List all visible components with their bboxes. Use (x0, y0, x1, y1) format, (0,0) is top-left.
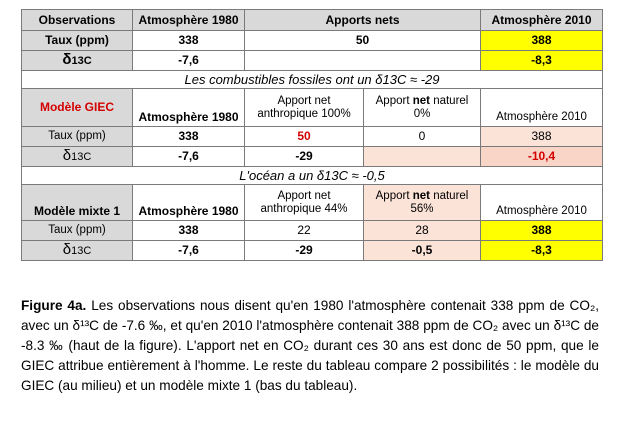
obs-d13c-1980: -7,6 (133, 51, 245, 71)
giec-taux-anthro: 50 (245, 127, 364, 147)
obs-taux-1980: 338 (133, 31, 245, 51)
mixte-natural-suffix: naturel (433, 189, 469, 202)
note-fossil-fuels: Les combustibles fossiles ont un δ13C ≈ -29 (22, 71, 603, 89)
mixte-title: Modèle mixte 1 (22, 185, 133, 221)
giec-d13c-row (22, 147, 603, 167)
mixte-anthro-header (245, 185, 364, 221)
note-ocean: L'océan a un δ13C ≈ -0,5 (22, 167, 603, 185)
giec-header-row (22, 89, 603, 127)
giec-natural-pct: 0% (413, 107, 431, 120)
obs-d13c-2010: -8,3 (481, 51, 603, 71)
mixte-natural-pct: 56% (410, 202, 434, 215)
obs-taux-apports: 50 (245, 31, 481, 51)
mixte-atm1980-header: Atmosphère 1980 (133, 185, 245, 221)
mixte-header-row (22, 185, 603, 221)
giec-atm1980-header: Atmosphère 1980 (133, 89, 245, 127)
mixte-anthro-header-line2: anthropique 44% (260, 202, 348, 215)
figure-label: Figure 4a. (21, 298, 87, 313)
giec-anthro-header-line2: anthropique 100% (257, 107, 351, 120)
caption-text: Les observations nous disent qu'en 1980 l'atmosphère contenait 338 ppm de CO₂, avec un δ¹³C de -7.6 ‰, et qu'en 2010 l'atmosphère contenait 388 ppm de CO₂ avec un δ¹³C de -8.3 ‰ (haut de la figure). L'apport net en CO₂ durant ces 30 ans est donc de 50 ppm, que le GIEC attribue entièrement à l'homme. Le reste du tableau compare 2 possibilités : le modèle du GIEC (au milieu) et un modèle mixte 1 (bas du tableau). (21, 298, 599, 393)
obs-atm1980-header: Atmosphère 1980 (133, 10, 245, 31)
obs-d13c-label-text: 13C (71, 55, 92, 67)
giec-natural-bold: net (412, 94, 430, 107)
giec-taux-2010: 388 (481, 127, 603, 147)
mixte-natural-header (364, 185, 481, 221)
mixte-d13c-label-text: 13C (71, 245, 92, 257)
figure-caption (21, 296, 599, 396)
mixte-d13c-1980: -7,6 (133, 241, 245, 261)
mixte-natural-bold: net (412, 189, 430, 202)
obs-d13c-row (22, 51, 603, 71)
giec-d13c-anthro: -29 (245, 147, 364, 167)
mixte-taux-natural: 28 (364, 221, 481, 241)
mixte-d13c-anthro: -29 (245, 241, 364, 261)
giec-taux-row (22, 127, 603, 147)
mixte-taux-anthro: 22 (245, 221, 364, 241)
obs-apports-header: Apports nets (245, 10, 481, 31)
obs-taux-2010: 388 (481, 31, 603, 51)
giec-natural-prefix: Apport (375, 94, 410, 107)
note2-row (22, 167, 603, 185)
obs-taux-row (22, 31, 603, 51)
obs-title: Observations (22, 10, 133, 31)
mixte-d13c-2010: -8,3 (481, 241, 603, 261)
mixte-anthro-header-line1: Apport net (277, 189, 331, 202)
obs-d13c-apports (245, 51, 481, 71)
mixte-taux-2010: 388 (481, 221, 603, 241)
giec-natural-header (364, 89, 481, 127)
mixte-d13c-label: δ13C (22, 241, 133, 261)
note1-row (22, 71, 603, 89)
obs-atm2010-header: Atmosphère 2010 (481, 10, 603, 31)
mixte-d13c-row (22, 241, 603, 261)
obs-d13c-label: δ13C (22, 51, 133, 71)
giec-d13c-natural (364, 147, 481, 167)
giec-anthro-header (245, 89, 364, 127)
giec-taux-label: Taux (ppm) (22, 127, 133, 147)
mixte-taux-1980: 338 (133, 221, 245, 241)
giec-d13c-label-text: 13C (71, 151, 92, 163)
mixte-taux-label: Taux (ppm) (22, 221, 133, 241)
giec-natural-suffix: naturel (433, 94, 469, 107)
obs-taux-label: Taux (ppm) (22, 31, 133, 51)
giec-anthro-header-line1: Apport net (277, 94, 331, 107)
giec-d13c-label: δ13C (22, 147, 133, 167)
giec-d13c-1980: -7,6 (133, 147, 245, 167)
giec-title: Modèle GIEC (22, 89, 133, 127)
carbon-isotope-table (21, 9, 603, 261)
mixte-d13c-natural: -0,5 (364, 241, 481, 261)
giec-atm2010-header: Atmosphère 2010 (481, 89, 603, 127)
mixte-atm2010-header: Atmosphère 2010 (481, 185, 603, 221)
mixte-taux-row (22, 221, 603, 241)
giec-taux-1980: 338 (133, 127, 245, 147)
obs-header-row (22, 10, 603, 31)
giec-taux-natural: 0 (364, 127, 481, 147)
giec-d13c-2010: -10,4 (481, 147, 603, 167)
mixte-natural-prefix: Apport (375, 189, 410, 202)
